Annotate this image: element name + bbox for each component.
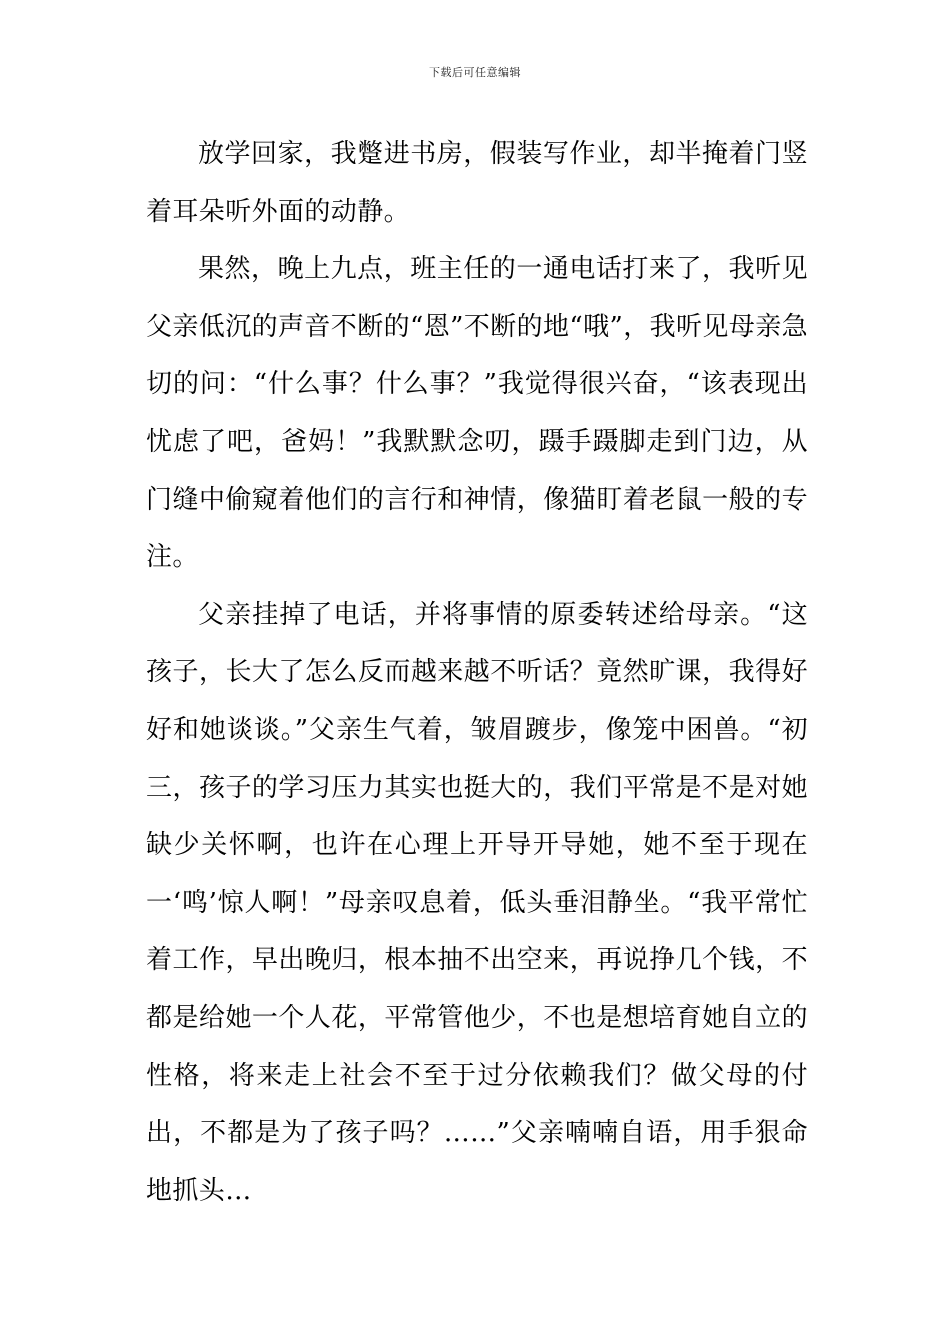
document-body <box>146 126 808 1220</box>
paragraph-3: 父亲挂掉了电话，并将事情的原委转述给母亲。“这孩子，长大了怎么反而越来越不听话？竟然旷课，我得好好和她谈谈。”父亲生气着，皱眉踱步，像笼中困兽。“初三，孩子的学习压力其实也挺大的，我们平常是不是对她缺少关怀啊，也许在心理上开导开导她，她不至于现在一‘鸣’惊人啊！”母亲叹息着，低头垂泪静坐。“我平常忙着工作，早出晚归，根本抽不出空来，再说挣几个钱，不都是给她一个人花，平常管他少，不也是想培育她自立的性格，将来走上社会不至于过分依赖我们？做父母的付出，不都是为了孩子吗？……”父亲喃喃自语，用手狠命地抓头… <box>146 599 808 1206</box>
page-header: 下载后可任意编辑 <box>429 66 521 79</box>
paragraph-2: 果然，晚上九点，班主任的一通电话打来了，我听见父亲低沉的声音不断的“恩”不断的地“哦”，我听见母亲急切的问：“什么事？什么事？”我觉得很兴奋，“该表现出忧虑了吧，爸妈！”我默默念叨，蹑手蹑脚走到门边，从门缝中偷窥着他们的言行和神情，像猫盯着老鼠一般的专注。 <box>146 254 808 573</box>
paragraph-1: 放学回家，我蹩进书房，假装写作业，却半掩着门竖着耳朵听外面的动静。 <box>146 139 808 227</box>
